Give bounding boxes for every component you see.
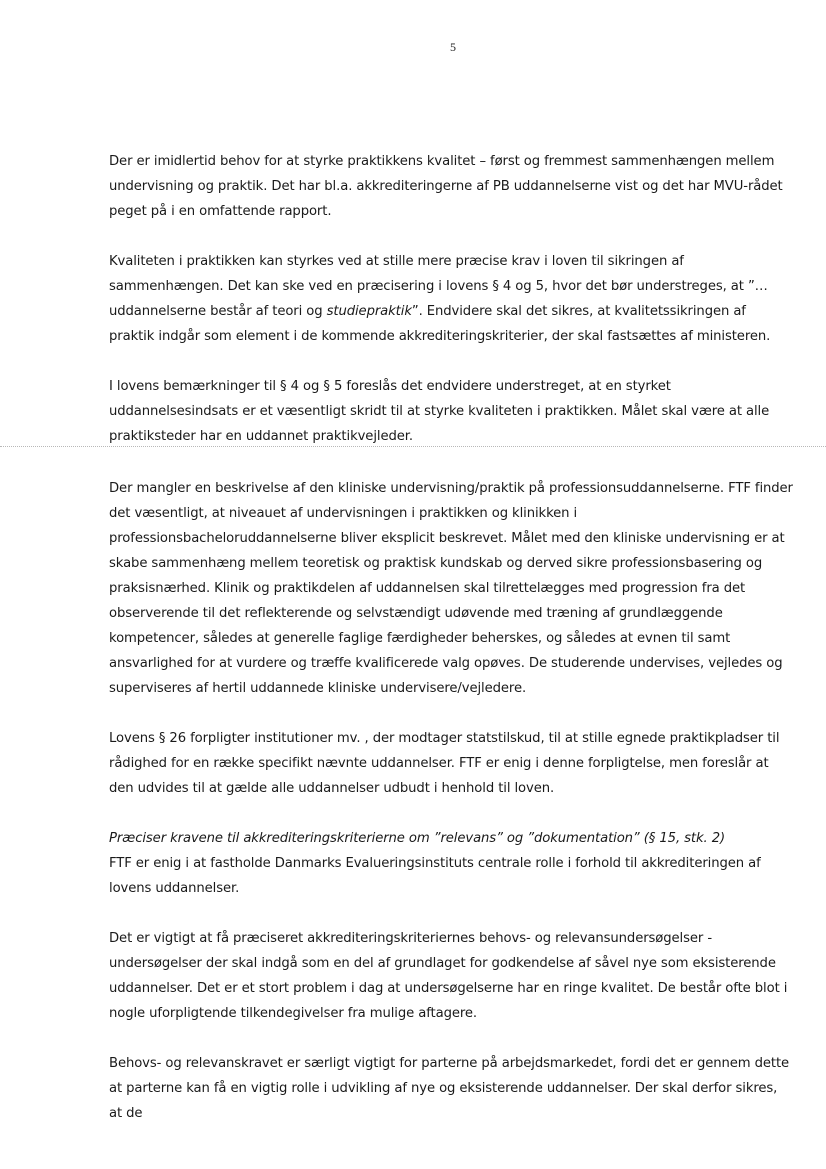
paragraph-relevansundersoegelser: Det er vigtigt at få præciseret akkrediteringskriteriernes behovs- og relevansundersøgelser - undersøgelser der skal indgå som en del af grundlaget for godkendelse af såvel nye som eksisterende uddannelser. Det er et stort problem i dag at undersøgelserne har en ringe kvalitet. De består ofte blot i nogle uforpligtende tilkendegivelser fra mulige aftagere. [109, 931, 788, 1021]
paragraph-text: Kvaliteten i praktikken kan styrkes ved at stille mere præcise krav i loven til sikringen af sammenhængen. Det kan ske ved en præcisering i lovens § 4 og 5, hvor det bør understreges, at ”… uddannelserne består af teori og [109, 254, 768, 319]
paragraph-paragraf-26: Lovens § 26 forpligter institutioner mv. , der modtager statstilskud, til at stille egnede praktikpladser til rådighed for en række specifikt nævnte uddannelser. FTF er enig i denne forpligtelse, men foreslår at den udvides til at gælde alle uddannelser udbudt i henhold til loven. [109, 731, 780, 796]
paragraph-bemaerkninger: I lovens bemærkninger til § 4 og § 5 foreslås det endvidere understreget, at en styrket uddannelsesindsats er et væsentligt skridt til at styrke kvaliteten i praktikken. Målet skal være at alle praktiksteder har en uddannet praktikvejleder. [109, 379, 770, 444]
paragraph-styrkelse-krav [109, 249, 793, 349]
section-heading: Præciser kravene til akkrediteringskriterierne om ”relevans” og ”dokumentation” (§ 15, stk. 2) [109, 831, 726, 846]
paragraph-klinisk-undervisning: Der mangler en beskrivelse af den kliniske undervisning/praktik på professionsuddannelserne. FTF finder det væsentligt, at niveauet af undervisningen i praktikken og klinikken i professionsbacheloruddannelserne bliver eksplicit beskrevet. Målet med den kliniske undervisning er at skabe sammenhæng mellem teoretisk og praktisk kundskab og derved sikre professionsbasering og praksisnærhed. Klinik og praktikdelen af uddannelsen skal tilrettelægges med progression fra det observerende til det reflekterende og selvstændigt udøvende med træning af grundlæggende kompetencer, således at generelle faglige færdigheder beherskes, og således at evnen til samt ansvarlighed for at vurdere og træffe kvalificerede valg opøves. De studerende undervises, vejledes og superviseres af hertil uddannede kliniske undervisere/vejledere. [109, 481, 793, 696]
emphasis-studiepraktik: studiepraktik [326, 304, 412, 319]
paragraph-eva-rolle: FTF er enig i at fastholde Danmarks Evalueringsinstituts centrale rolle i forhold til akkrediteringen af lovens uddannelser. [109, 856, 761, 896]
page-number: 5 [450, 40, 456, 54]
document-body [109, 149, 793, 1151]
paragraph-behovskrav: Behovs- og relevanskravet er særligt vigtigt for parterne på arbejdsmarkedet, fordi det er gennem dette at parterne kan få en vigtig rolle i udvikling af nye og eksisterende uddannelser. Der skal derfor sikres, at de [109, 1056, 790, 1121]
paragraph-text: ”. Endvidere skal det sikres, at kvalitetssikringen af praktik indgår som element i de kommende akkrediteringskriterier, der skal fastsættes af ministeren. [109, 304, 771, 344]
paragraph-praktik-kvalitet: Der er imidlertid behov for at styrke praktikkens kvalitet – først og fremmest sammenhængen mellem undervisning og praktik. Det har bl.a. akkrediteringerne af PB uddannelserne vist og det har MVU-rådet peget på i en omfattende rapport. [109, 154, 783, 219]
